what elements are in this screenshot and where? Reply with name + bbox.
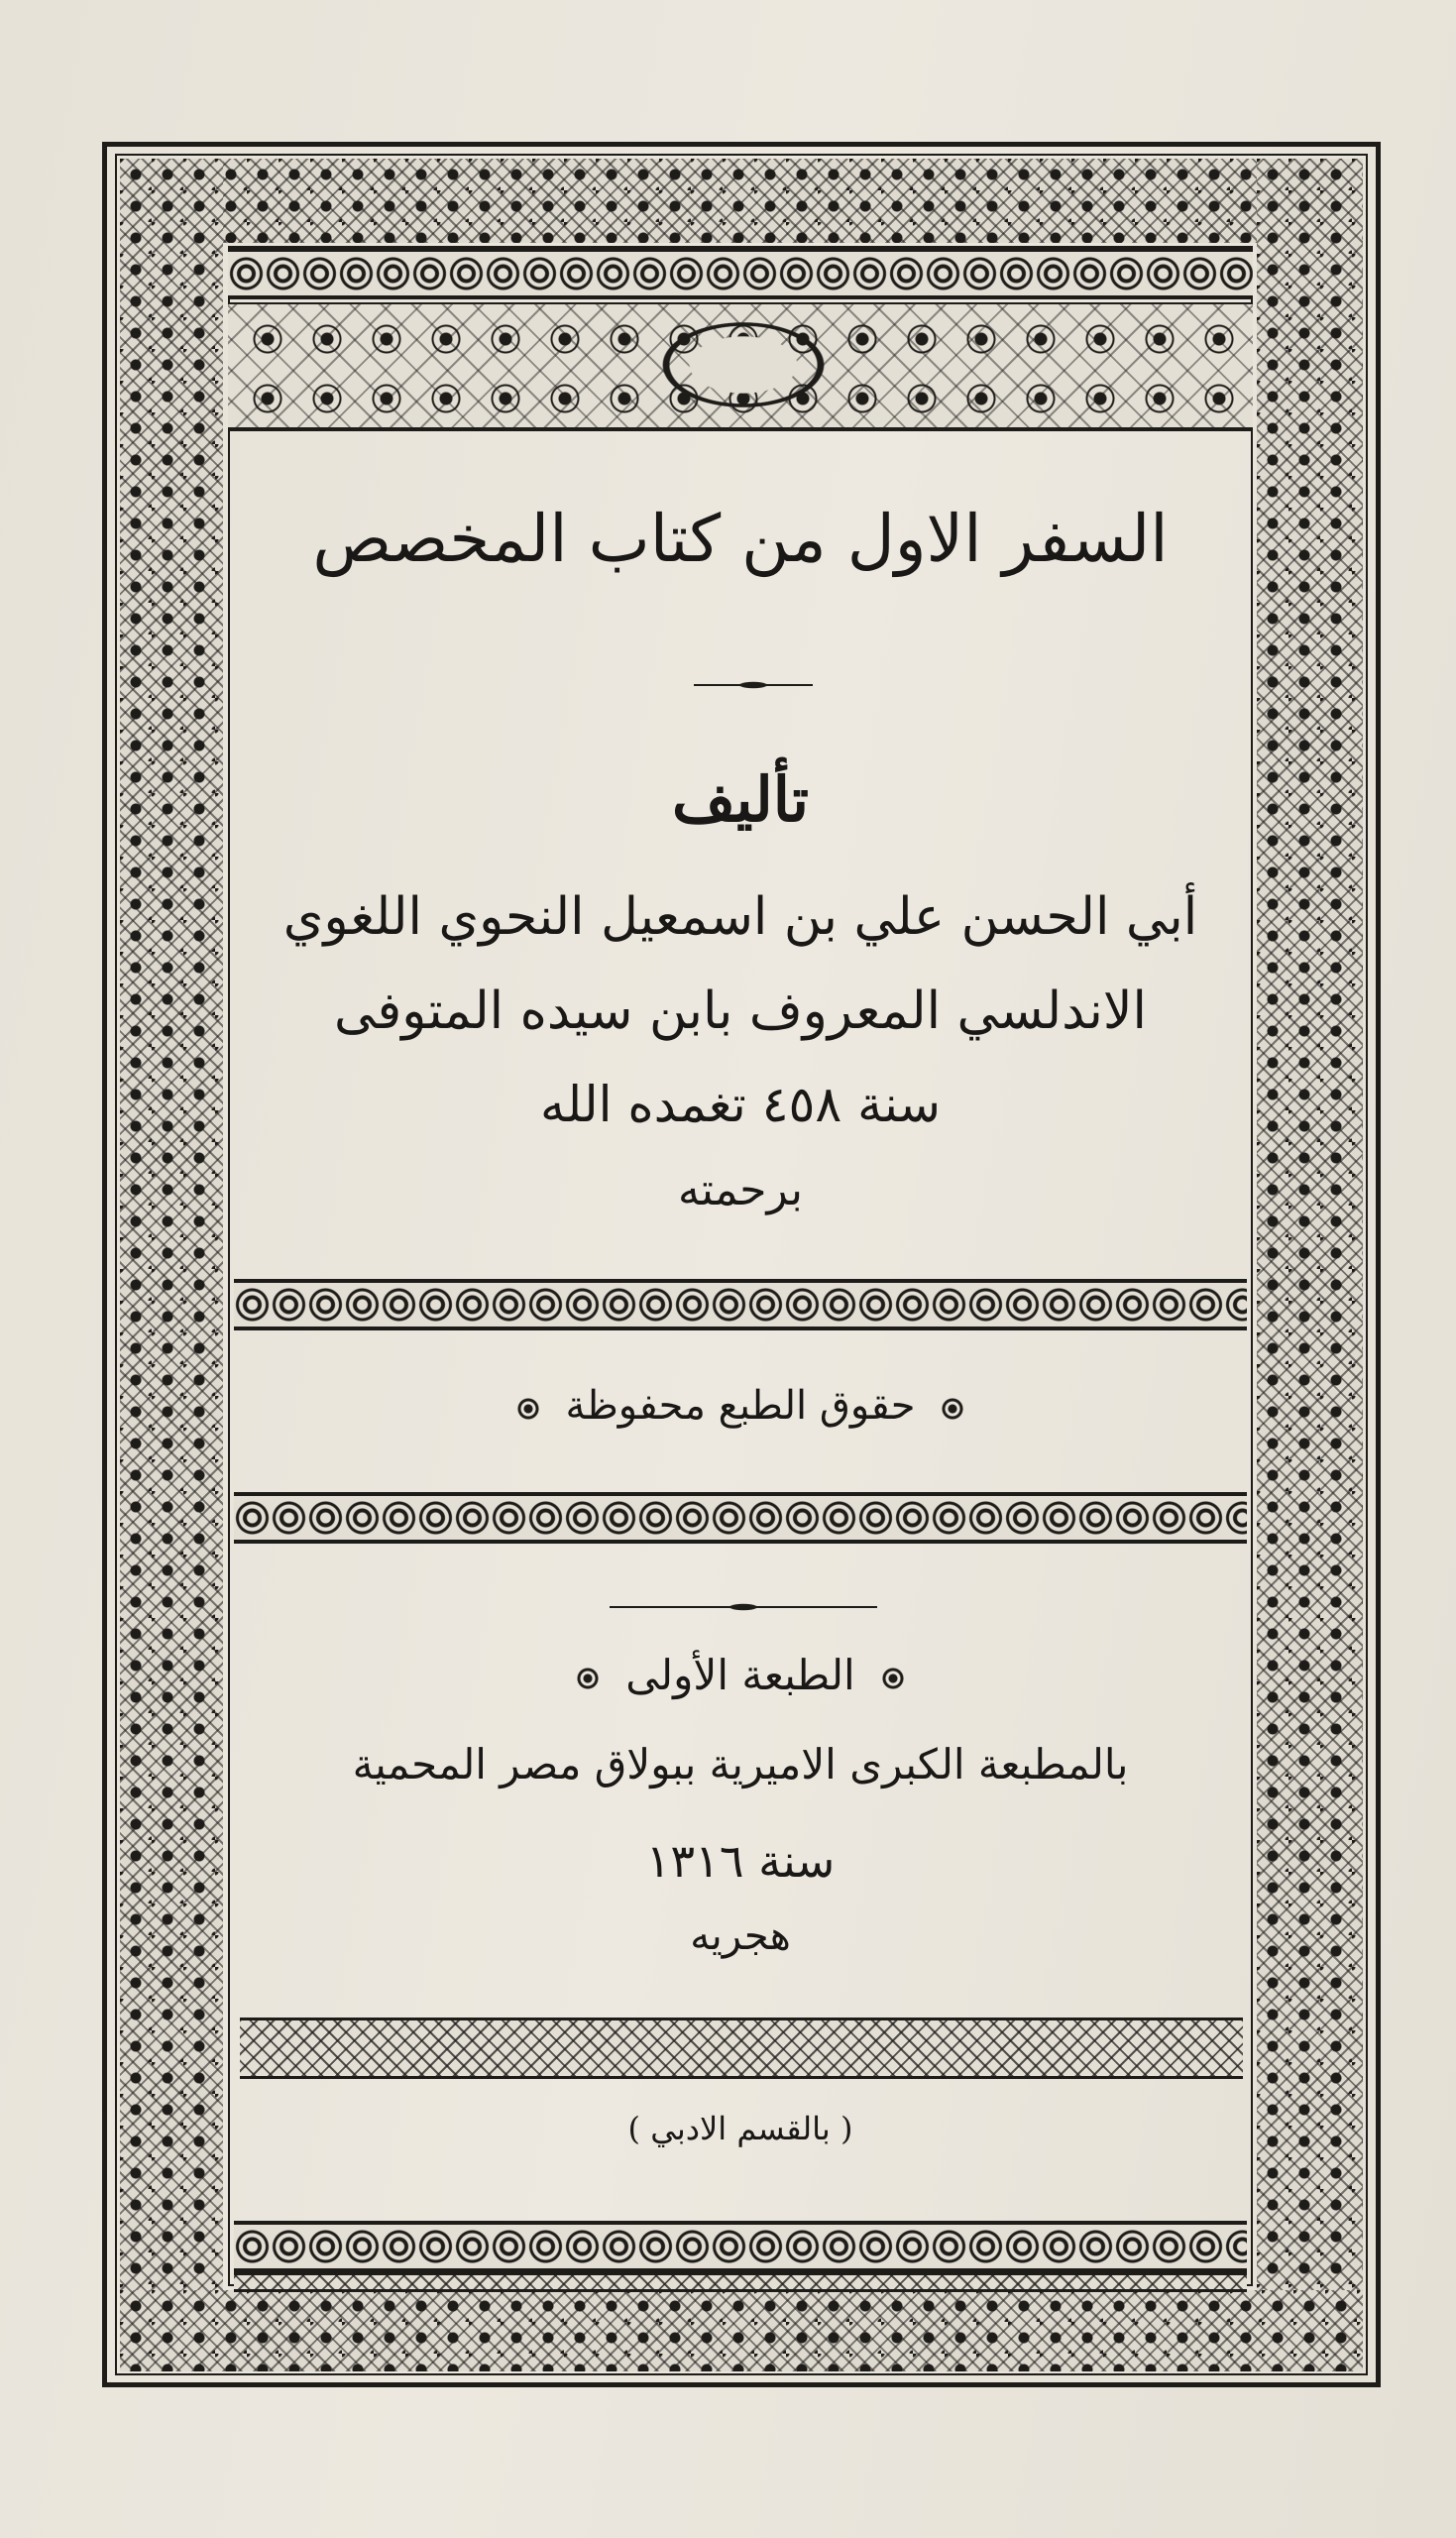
bottom-border-ornament [120,2290,1363,2371]
rights-notice-text: حقوق الطبع محفوظة [565,1383,916,1429]
right-border-ornament [1257,159,1363,2371]
flourish-divider [610,1600,877,1614]
rights-notice [238,1383,1243,1429]
flourish-divider [694,678,813,692]
rosette-ornament [940,1396,965,1422]
ring-strip-lower [234,1492,1247,1544]
left-border-ornament [120,159,223,2371]
book-title: السفر الاول من كتاب المخصص [312,501,1169,577]
era-line: هجريه [690,1913,791,1959]
header-ring-strip [228,248,1253,299]
top-border-ornament [120,159,1363,243]
section-label: ( بالقسم الادبي ) [627,2110,853,2147]
ring-strip-upper [234,1279,1247,1330]
footer-ring-strip [234,2221,1247,2272]
rosette-ornament [515,1396,541,1422]
author-line-2: الاندلسي المعروف بابن سيده المتوفى [334,981,1147,1041]
byline-label: تأليف [672,763,809,836]
author-line-3: سنة ٤٥٨ تغمده الله [540,1076,941,1133]
footer-lattice-strip [234,2272,1247,2292]
press-line: بالمطبعة الكبرى الاميرية ببولاق مصر المحمية [352,1740,1129,1788]
oval-medallion-ornament [649,315,838,414]
edition-text: الطبعة الأولى [625,1651,855,1699]
blessing-line: برحمته [677,1165,804,1215]
author-line-1: أبي الحسن علي بن اسمعيل النحوي اللغوي [282,887,1198,947]
lattice-strip [240,2018,1243,2079]
rosette-ornament [880,1666,906,1691]
edition-line [238,1651,1243,1699]
year-line: سنة ١٣١٦ [645,1834,836,1888]
rosette-ornament [575,1666,601,1691]
